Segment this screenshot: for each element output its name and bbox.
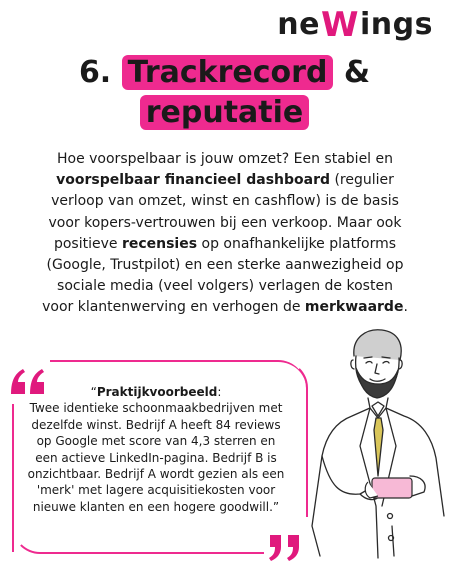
practice-example-quote — [26, 384, 286, 515]
heading-highlight-reputatie: reputatie — [140, 95, 310, 130]
quote-body: Twee identieke schoonmaakbedrijven met dezelfde winst. Bedrijf A heeft 84 reviews op Google met score van 4,3 sterren en een actieve LinkedIn-pagina. Bedrijf B is onzichtbaar. Bedrijf A wordt gezien als een 'merk' met lagere acquisitiekosten voor nieuwe klanten en een hogere goodwill.” — [27, 401, 285, 514]
quote-lead-bold: Praktijkvoorbeeld — [96, 385, 218, 399]
heading-number: 6. — [78, 55, 112, 90]
intro-bold-recensies: recensies — [121, 235, 198, 252]
intro-bold-merkwaarde: merkwaarde — [304, 299, 404, 316]
intro-text-1: Hoe voorspelbaar is jouw omzet? Een stabiel en — [56, 151, 394, 167]
businessman-illustration — [300, 326, 449, 561]
logo-text-pre: ne — [277, 7, 320, 42]
logo-wing-letter: W — [321, 5, 360, 45]
heading-line-1 — [0, 53, 449, 93]
quote-lead — [26, 384, 286, 400]
heading-ampersand: & — [343, 55, 371, 90]
section-heading — [0, 53, 449, 133]
intro-text-3: op onafhankelijke platforms (Google, Trustpilot) en een sterke aanwezigheid op sociale media (veel volgers) verlagen de kosten voor klantenwerving en verhogen de — [42, 235, 404, 316]
intro-bold-dashboard: voorspelbaar financieel dashboard — [56, 172, 331, 189]
newings-logo — [277, 5, 433, 45]
quote-lead-colon: : — [217, 385, 222, 399]
heading-highlight-trackrecord: Trackrecord — [122, 55, 334, 90]
intro-paragraph — [42, 149, 408, 319]
heading-line-2 — [0, 93, 449, 133]
quote-lead-open: “ — [90, 385, 97, 399]
intro-text-4: . — [403, 299, 408, 316]
logo-text-post: ings — [360, 7, 433, 42]
intro-text-2: (regulier verloop van omzet, winst en cashflow) is de basis voor kopers-vertrouwen bij een verkoop. Maar ook positieve — [48, 172, 402, 252]
